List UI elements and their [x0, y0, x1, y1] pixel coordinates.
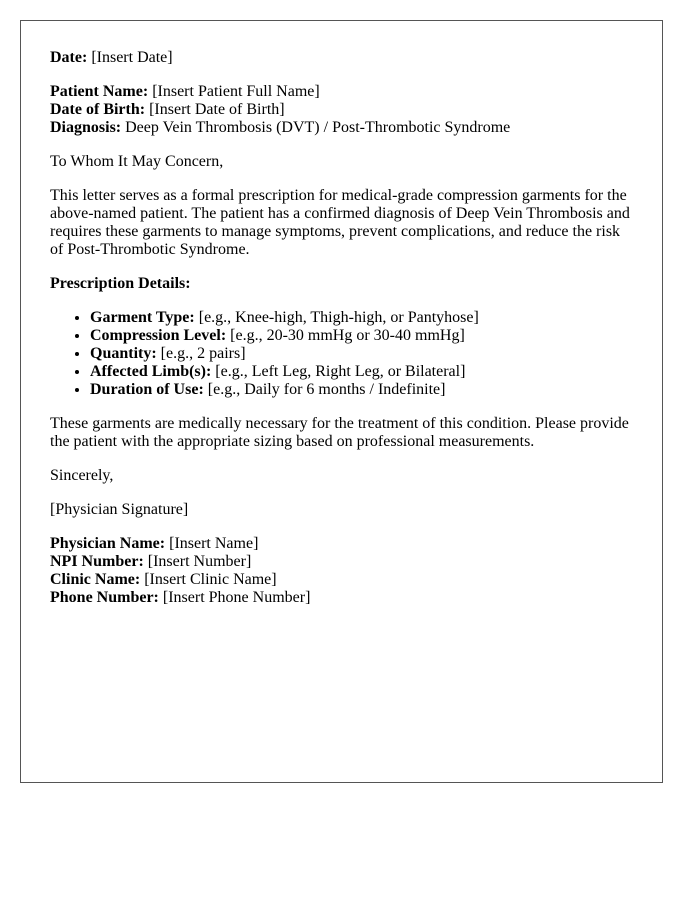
list-item: • Affected Limb(s): [e.g., Left Leg, Right Leg, or Bilateral] — [90, 363, 633, 381]
list-item: • Quantity: [e.g., 2 pairs] — [90, 345, 633, 363]
signature-placeholder: [Physician Signature] — [50, 501, 189, 518]
list-item: • Compression Level: [e.g., 20-30 mmHg or 30-40 mmHg] — [90, 327, 633, 345]
necessity-paragraph: These garments are medically necessary for the treatment of this condition. Please provide the patient with the appropriate sizing based on professional measurements. — [50, 415, 629, 450]
list-item: • Duration of Use: [e.g., Daily for 6 months / Indefinite] — [90, 381, 633, 399]
list-item: • Garment Type: [e.g., Knee-high, Thigh-high, or Pantyhose] — [90, 309, 633, 327]
phone-line: Phone Number: [Insert Phone Number] — [50, 589, 311, 606]
date-line: Date: [Insert Date] — [50, 49, 173, 66]
physician-name-line: Physician Name: [Insert Name] — [50, 535, 259, 552]
closing: Sincerely, — [50, 467, 114, 484]
dob-line: Date of Birth: [Insert Date of Birth] — [50, 101, 285, 118]
physician-info — [50, 535, 633, 607]
details-heading: Prescription Details: — [50, 275, 191, 292]
patient-name-line: Patient Name: [Insert Patient Full Name] — [50, 83, 320, 100]
salutation: To Whom It May Concern, — [50, 153, 224, 170]
diagnosis-line: Diagnosis: Deep Vein Thrombosis (DVT) / Post-Thrombotic Syndrome — [50, 119, 511, 136]
prescription-details-list — [50, 309, 633, 399]
npi-line: NPI Number: [Insert Number] — [50, 553, 252, 570]
intro-paragraph: This letter serves as a formal prescription for medical-grade compression garments for the above-named patient. The patient has a confirmed diagnosis of Deep Vein Thrombosis and requires these garments to manage symptoms, prevent complications, and reduce the risk of Post-Thrombotic Syndrome. — [50, 187, 630, 258]
patient-info — [50, 83, 633, 137]
prescription-letter — [20, 20, 663, 783]
clinic-line: Clinic Name: [Insert Clinic Name] — [50, 571, 277, 588]
